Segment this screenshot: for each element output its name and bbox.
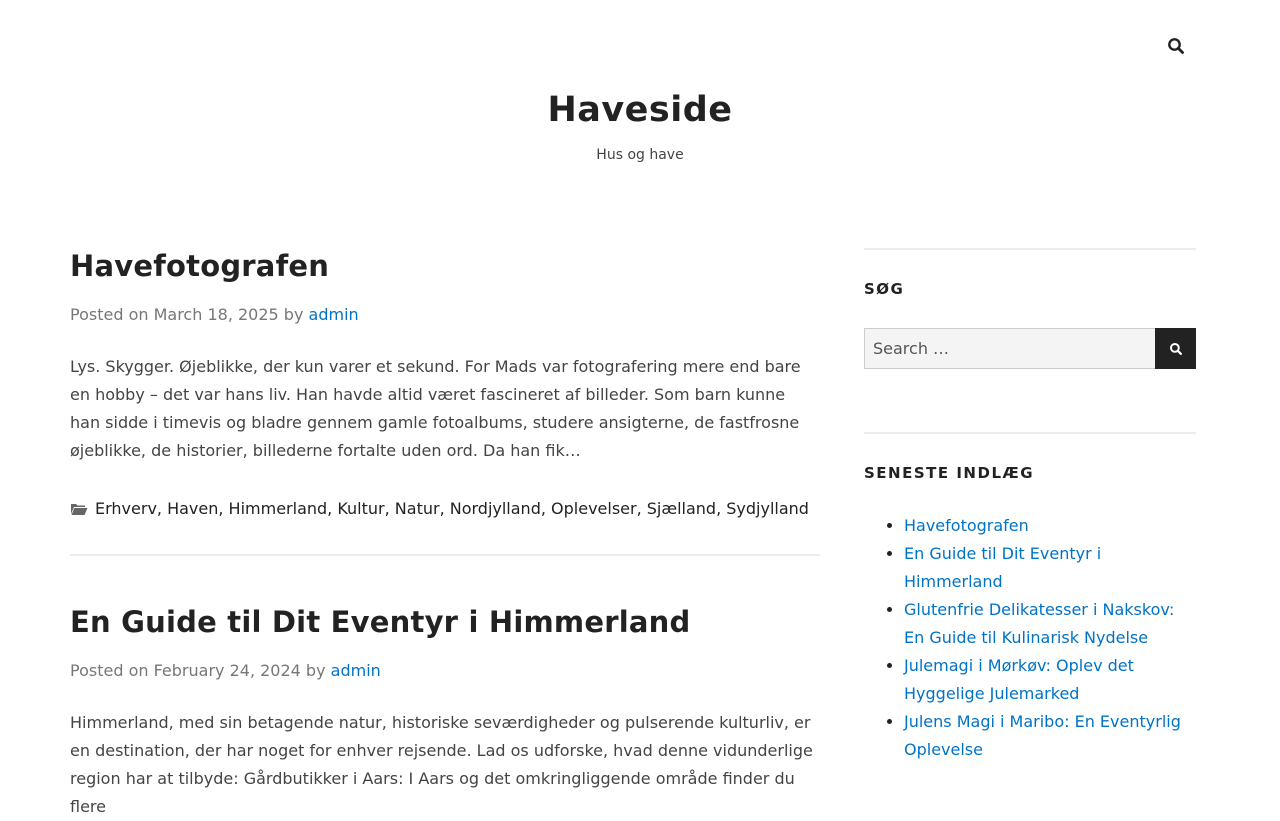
category-separator: , — [218, 499, 229, 518]
category-link[interactable]: Kultur — [337, 499, 385, 518]
widget-separator — [864, 432, 1196, 434]
post-separator — [70, 554, 820, 556]
folder-icon — [70, 502, 88, 516]
post-title[interactable]: En Guide til Dit Eventyr i Himmerland — [70, 605, 691, 639]
category-separator: , — [540, 499, 552, 518]
recent-post-link[interactable]: Glutenfrie Delikatesser i Nakskov: En Guide til Kulinarisk Nydelse — [904, 600, 1175, 647]
search-submit-button[interactable] — [1155, 328, 1196, 369]
category-separator: , — [384, 499, 395, 518]
search-icon — [1167, 340, 1185, 358]
post-author-link[interactable]: admin — [330, 661, 381, 680]
list-item — [904, 540, 1196, 596]
category-separator: , — [716, 499, 727, 518]
recent-post-link[interactable]: En Guide til Dit Eventyr i Himmerland — [904, 544, 1102, 591]
widget-separator — [864, 248, 1196, 250]
post-meta — [70, 659, 381, 683]
post-excerpt: Lys. Skygger. Øjeblikke, der kun varer et sekund. For Mads var fotografering mere end bare en hobby – det var hans liv. Han havde altid været fascineret af billeder. Som barn kunne han sidde i timevis og bladre gennem gamle fotoalbums, studere ansigterne, de fastfrosne øjeblikke, de historier, billederne fortalte uden ord. Da han fik… — [70, 357, 801, 460]
category-list — [95, 497, 809, 521]
category-link[interactable]: Sydjylland — [726, 499, 809, 518]
list-item — [904, 512, 1196, 540]
list-item — [904, 652, 1196, 708]
category-separator: , — [156, 499, 168, 518]
widget-title-recent: SENESTE INDLÆG — [864, 464, 1035, 482]
posted-on-label: Posted on — [70, 661, 149, 680]
category-separator: , — [327, 499, 338, 518]
recent-posts-list — [864, 512, 1196, 764]
post-categories — [70, 497, 820, 521]
category-link[interactable]: Sjælland — [646, 499, 717, 518]
by-label: by — [305, 661, 326, 680]
recent-post-link[interactable]: Julemagi i Mørkøv: Oplev det Hyggelige Julemarked — [904, 656, 1134, 703]
post-date[interactable]: February 24, 2024 — [153, 661, 301, 680]
category-link[interactable]: Haven — [167, 499, 219, 518]
widget-title-search: SØG — [864, 280, 905, 298]
post-meta — [70, 303, 359, 327]
category-link[interactable]: Himmerland — [228, 499, 328, 518]
list-item — [904, 708, 1196, 764]
list-item — [904, 596, 1196, 652]
category-separator: , — [439, 499, 450, 518]
category-link[interactable]: Natur — [394, 499, 440, 518]
category-link[interactable]: Erhverv — [95, 499, 157, 518]
recent-post-link[interactable]: Havefotografen — [904, 516, 1029, 535]
search-icon — [1164, 34, 1188, 58]
recent-post-link[interactable]: Julens Magi i Maribo: En Eventyrlig Oplevelse — [904, 712, 1181, 759]
post-excerpt: Himmerland, med sin betagende natur, historiske seværdigheder og pulserende kulturliv, er en destination, der har noget for enhver rejsende. Lad os udforske, hvad denne vidunderlige region har at tilbyde: Gårdbutikker i Aars: I Aars og det omkringliggende område finder du flere — [70, 713, 813, 816]
site-title[interactable]: Haveside — [547, 90, 733, 130]
search-input[interactable] — [864, 328, 1155, 369]
post-date[interactable]: March 18, 2025 — [153, 305, 279, 324]
category-link[interactable]: Nordjylland — [449, 499, 541, 518]
by-label: by — [283, 305, 304, 324]
posted-on-label: Posted on — [70, 305, 149, 324]
category-link[interactable]: Oplevelser — [551, 499, 637, 518]
post-title[interactable]: Havefotografen — [70, 249, 330, 283]
header-search-button[interactable] — [1164, 34, 1188, 58]
sidebar-search-form — [864, 328, 1196, 369]
post-author-link[interactable]: admin — [308, 305, 359, 324]
site-description: Hus og have — [596, 147, 684, 163]
category-separator: , — [636, 499, 647, 518]
